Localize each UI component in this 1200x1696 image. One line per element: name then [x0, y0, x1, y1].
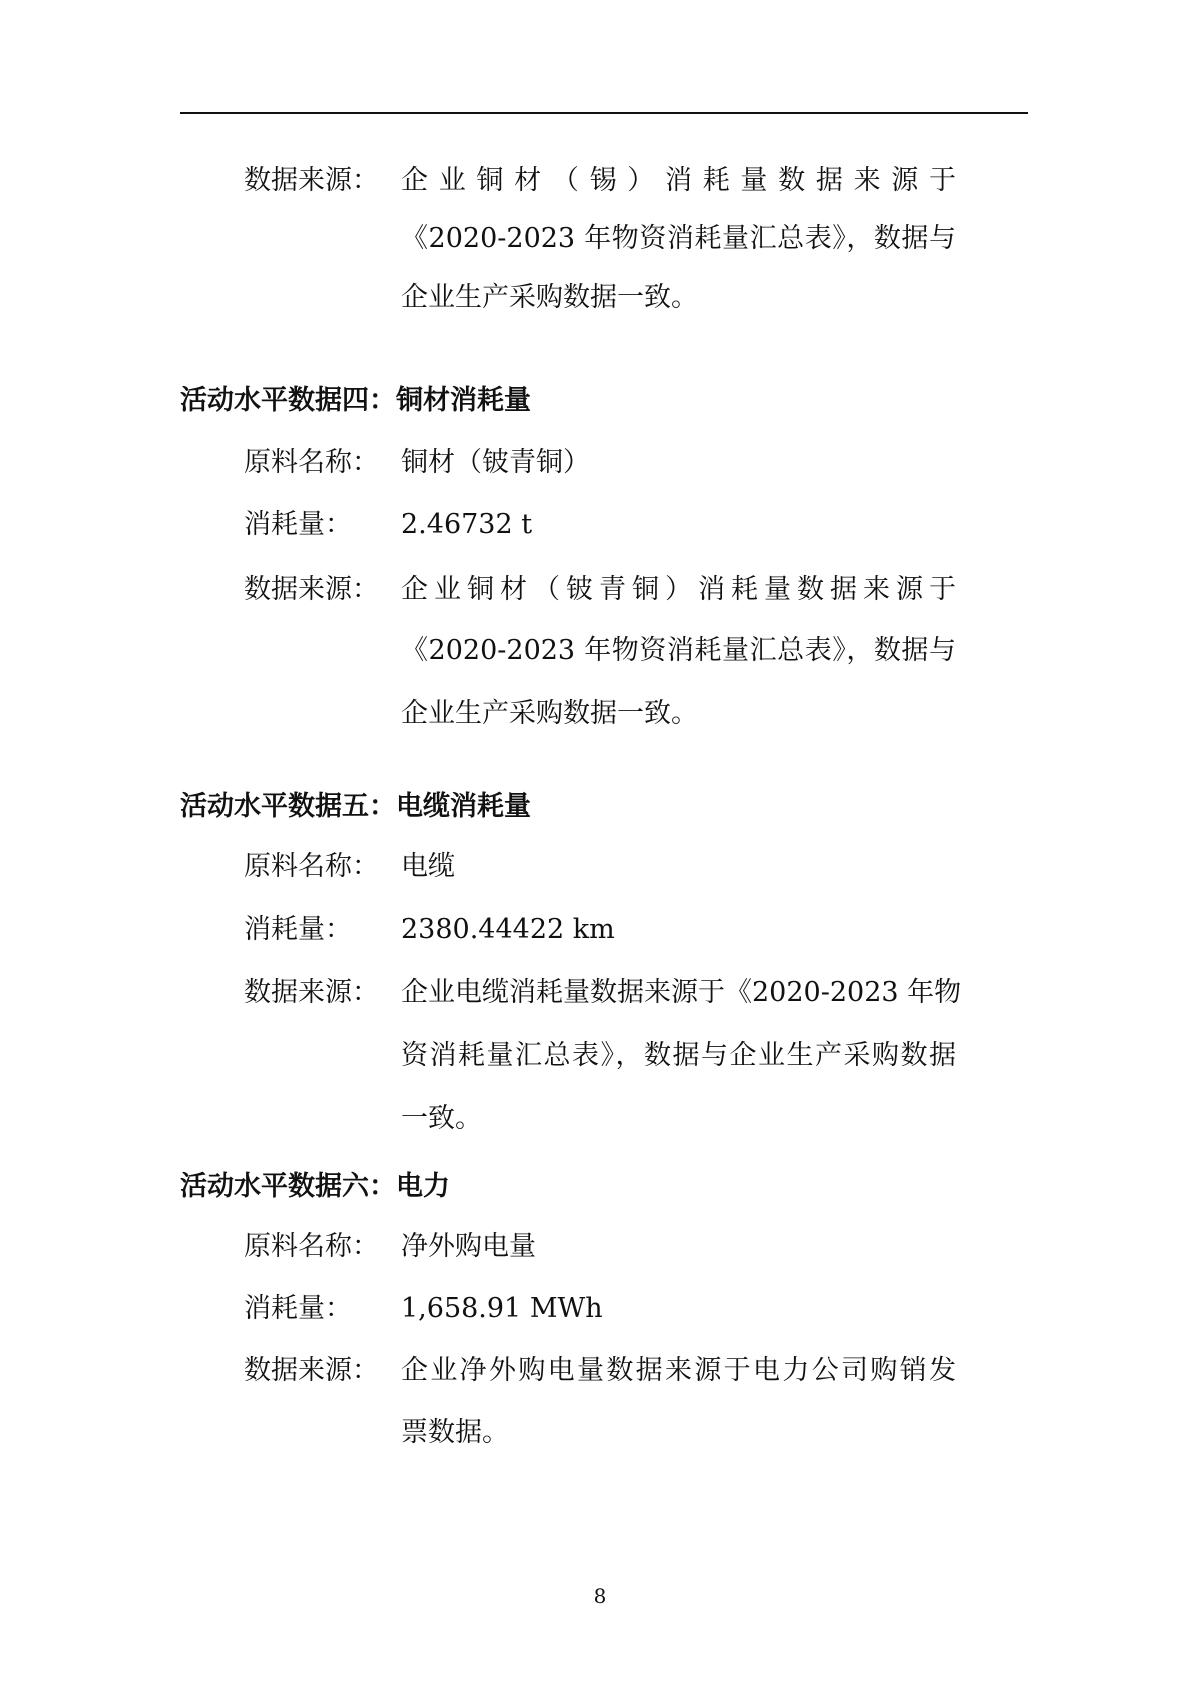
section-6-amount-value: 1,658.91 MWh: [401, 1293, 603, 1324]
section-6-amount-label: 消耗量：: [244, 1293, 352, 1324]
section-5-source-line-3: 一致。: [401, 1103, 482, 1134]
section-5-name-label: 原料名称：: [244, 851, 379, 882]
section-5-heading: 活动水平数据五：电缆消耗量: [180, 791, 531, 822]
section-6-source-label: 数据来源：: [244, 1355, 379, 1386]
section-4-source-line-1: 企业铜材（铍青铜）消耗量数据来源于: [401, 574, 956, 605]
section-4-heading: 活动水平数据四：铜材消耗量: [180, 385, 531, 416]
section-4-name-value: 铜材（铍青铜）: [401, 447, 590, 478]
section-4-amount-value: 2.46732 t: [401, 509, 533, 540]
section-5-name-value: 电缆: [401, 851, 455, 882]
section-6-source-line-1: 企业净外购电量数据来源于电力公司购销发: [401, 1355, 956, 1386]
section-6-name-value: 净外购电量: [401, 1231, 536, 1262]
section-6-heading: 活动水平数据六：电力: [180, 1171, 450, 1202]
intro-source-line-2: 《2020-2023 年物资消耗量汇总表》，数据与: [401, 223, 956, 254]
intro-source-line-3: 企业生产采购数据一致。: [401, 282, 698, 313]
section-5-amount-value: 2380.44422 km: [401, 914, 615, 945]
intro-source-line-1: 企业铜材（锡）消耗量数据来源于: [401, 165, 956, 196]
header-rule: [180, 112, 1028, 114]
section-4-source-line-3: 企业生产采购数据一致。: [401, 698, 698, 729]
section-6-name-label: 原料名称：: [244, 1231, 379, 1262]
page-number: 8: [593, 1584, 607, 1608]
section-5-source-line-2: 资消耗量汇总表》，数据与企业生产采购数据: [401, 1040, 956, 1071]
section-6-source-line-2: 票数据。: [401, 1417, 509, 1448]
section-5-amount-label: 消耗量：: [244, 914, 352, 945]
section-4-amount-label: 消耗量：: [244, 509, 352, 540]
section-4-source-line-2: 《2020-2023 年物资消耗量汇总表》，数据与: [401, 635, 956, 666]
intro-source-label: 数据来源：: [244, 165, 379, 196]
section-4-source-label: 数据来源：: [244, 574, 379, 605]
section-5-source-line-1: 企业电缆消耗量数据来源于《2020-2023 年物: [401, 977, 962, 1008]
section-4-name-label: 原料名称：: [244, 447, 379, 478]
section-5-source-label: 数据来源：: [244, 977, 379, 1008]
